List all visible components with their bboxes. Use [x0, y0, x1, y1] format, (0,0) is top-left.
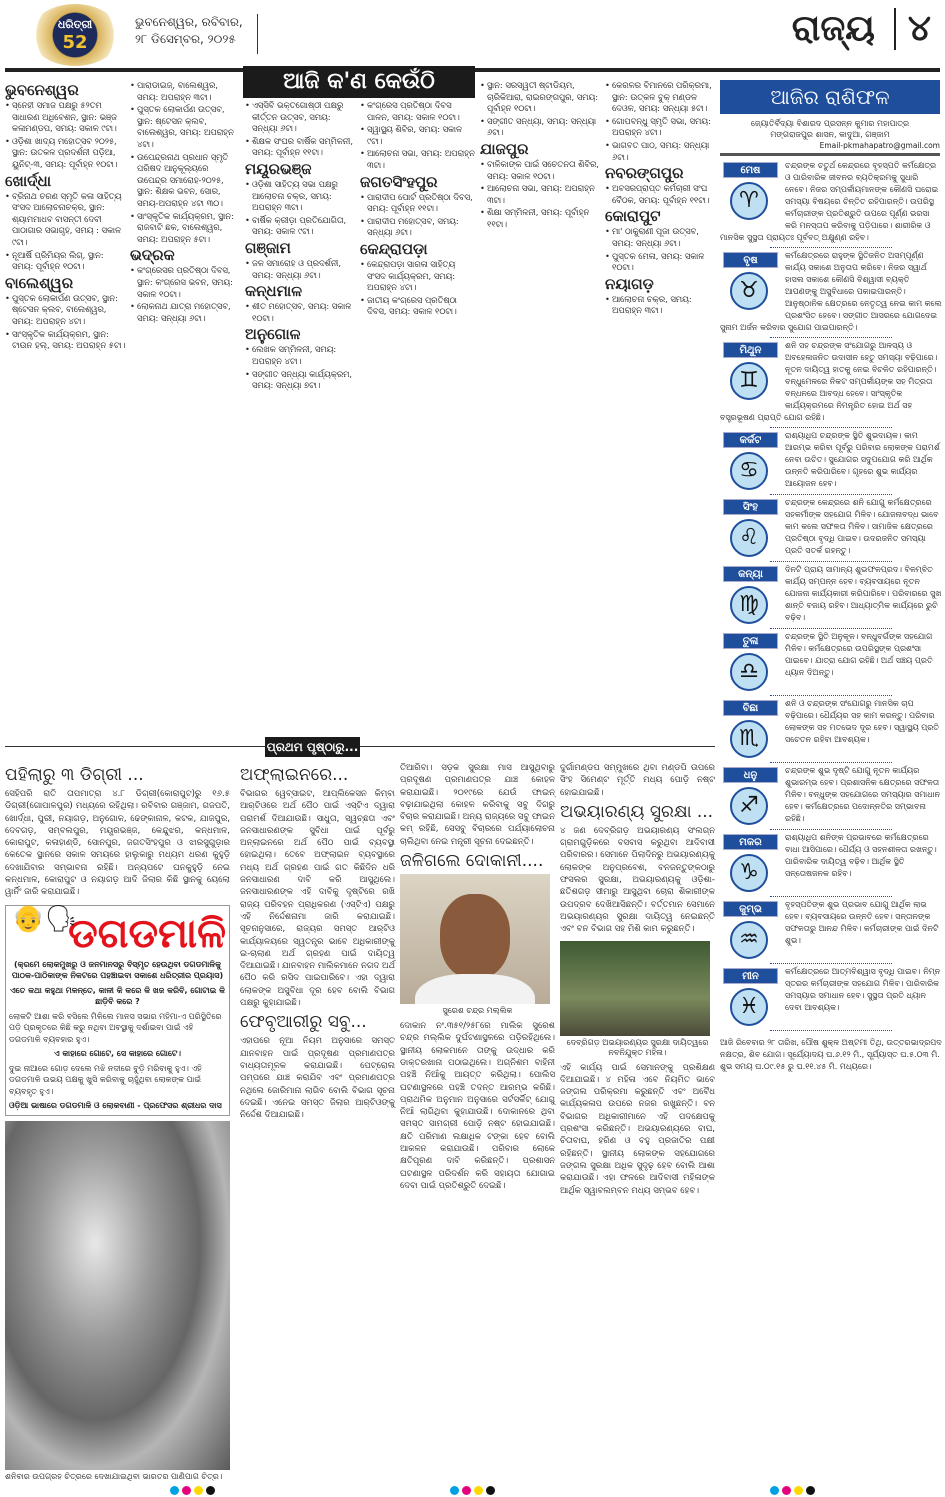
story-body: ବିଭାଗର ୱେବ୍‌ସାଇଟ, ଆପ୍ଲିକେସନ କିମ୍ବା ଆର୍‌ଟିଓରେ ଅର୍ଥ ପୈଠ ପାଇଁ ଏସ୍‌ଟିଏ ଦ୍ୱାରା ପରାମର୍ଶ ଦିଆଯାଉଛି। ସାଧୁତା, ସ୍ୱଚ୍ଛତା ଏବଂ ଜନସାଧାରଣଙ୍କ ସୁବିଧା ପାଇଁ ପୂର୍ବରୁ ଅନ୍‌ଲାଇନରେ ଅର୍ଥ ପୈଠ ପାଇଁ ବ୍ୟବସ୍ଥା ହୋଇଥିଲା। ତେବେ ଅଫ୍‌ଲାଇନ ବ୍ୟବସ୍ଥାରେ ମଧ୍ୟ ଅର୍ଥ ଗ୍ରହଣ ପାଇଁ ଗତ କିଛିଦିନ ଧରି ଜନସାଧାରଣ ଦାବି କରି ଆସୁଥିଲେ। ଜନସାଧାରଣଙ୍କ ଏହି ଦାବିକୁ ଦୃଷ୍ଟିରେ ରଖି ରାଜ୍ୟ ପରିବହନ ପ୍ରାଧିକରଣ (ଏସ୍‌ଟିଏ) ପକ୍ଷରୁ ଏହି ନିର୍ଦ୍ଦେଶନାମା ଜାରି କରାଯାଇଛି। ସୂଚନାନୁସାରେ, ରାଜ୍ୟର ସମସ୍ତ ଆର୍‌ଟିଓ କାର୍ଯ୍ୟାଳୟରେ ସ୍ୱତନ୍ତ୍ର ଭାବେ ଅଧିକାରୀଙ୍କୁ ଇ-ଚାଲାଣ ଅର୍ଥ ଗ୍ରହଣ ପାଇଁ ଦାୟିତ୍ୱ ଦିଆଯାଇଛି। ଯାନବାହନ ମାଲିକମାନେ ନଗଦ ଅର୍ଥ ପୈଠ କରି ରସିଦ ପାଇପାରିବେ। ଏହା ଦ୍ୱାରା ଲୋକଙ୍କ ଅସୁବିଧା ଦୂର ହେବ ବୋଲି ବିଭାଗ ପକ୍ଷରୁ କୁହାଯାଇଛି।	[240, 789, 395, 1009]
event-item: • ଆଲୋଚନା ଚକ୍ର, ସମୟ: ଅପରାହ୍ନ ୩ଟା।	[605, 294, 715, 317]
dagadamali-title: ଡଗଡମାଳି	[68, 910, 226, 957]
event-item: • ଗୋପବନ୍ଧୁ ସ୍ମୃତି ସଭା, ସମୟ: ଅପରାହ୍ନ ୪ଟା।	[605, 116, 715, 139]
sign-prediction: ଚନ୍ଦ୍ରଙ୍କ କେନ୍ଦ୍ରରେ ଶନି ଯୋଗୁ କର୍ମକ୍ଷେତ୍ରରେ ସହକର୍ମୀଙ୍କ ସହଯୋଗ ମିଳିବ। ଯୋଜନାବଦ୍ଧ ଭାବେ କାମ କଲେ ସଫଳତା ମିଳିବ। ସାମାଜିକ କ୍ଷେତ୍ରରେ ପ୍ରତିଷ୍ଠା ବୃଦ୍ଧି ପାଇବ। ଉଦରଜନିତ ସମସ୍ୟା ପ୍ରତି ସତର୍କ ରହନ୍ତୁ।	[785, 498, 939, 555]
dotted-divider	[770, 247, 892, 248]
district-heading: ଖୋର୍ଦ୍ଧା	[5, 171, 52, 190]
event-list	[245, 179, 355, 238]
headline: ଜଳିଗଲେ ଦୋକାନୀ....	[400, 851, 544, 872]
sign-prediction: କର୍ମକ୍ଷେତ୍ରରେ ରାହୁଙ୍କ ସ୍ଥିତିଜନିତ ଅସମ୍ପୂର୍ଣ୍ଣ କାର୍ଯ୍ୟ ସକାଶେ ଅନୁତାପ କରିବେ। ନିଜର ସ୍ୱାର୍ଥ ହାସଲ ସକାଶେ କୌଣସି ବିଶ୍ୱାସୀ ବ୍ୟକ୍ତି ଆପଣଙ୍କୁ ଅସୁବିଧାରେ ପକାଇପାରନ୍ତି। ଆନୁଷ୍ଠାନିକ କ୍ଷେତ୍ରରେ ନେତୃତ୍ୱ ନେଇ କାମ କଲେ ପ୍ରଶଂସିତ ହେବେ। ସଙ୍ଗୀତ ଆସରରେ ଯୋଗଦେଇ ସୁନାମ ଅର୍ଜନ କରିବାର ସୁଯୋଗ ପାଇପାରନ୍ତି।	[720, 251, 942, 332]
page-number: ୪	[894, 8, 931, 50]
event-list	[360, 259, 475, 318]
dotted-divider	[770, 963, 892, 964]
event-list	[5, 191, 127, 273]
registration-dot-icon	[182, 1486, 191, 1495]
district-heading: ଯାଜପୁର	[480, 139, 529, 158]
horoscope-author	[720, 118, 940, 140]
explanation: ଦୁଇ ନାଆରେ ଗୋଡ଼ ଦେଲେ ମଝି ନଦୀରେ ବୁଡ଼ି ମରିବାକୁ ହୁଏ। ଏହି ଡଗଡମାଳି ଉଭୟ ପକ୍ଷକୁ ଖୁସି କରିବାକୁ ଚାହୁଁଥିବା ଲୋକଙ୍କ ପାଇଁ ବ୍ୟବହୃତ ହୁଏ।	[9, 1063, 202, 1096]
registration-dot-icon	[486, 1486, 495, 1495]
events-column	[480, 80, 600, 232]
forest-guards-photo	[560, 941, 710, 1036]
event-list	[480, 159, 600, 231]
dateline-date: ୨୮ ଡିସେମ୍ବର, ୨୦୨୫	[135, 32, 236, 46]
event-item: • ଓଡ଼ିଶା ସାହିତ୍ୟ ସଭା ପକ୍ଷରୁ ଆଲୋଚନା ଚକ୍ର, ସମୟ: ଅପରାହ୍ନ ୩ଟା।	[245, 179, 355, 214]
photo-caption: ସୁରେଶ ଚନ୍ଦ୍ର ମଲ୍ଲିକ	[442, 1006, 513, 1016]
sign-list	[720, 160, 942, 1031]
sign-prediction: ବୃହସ୍ପତିଙ୍କ ଶୁଭ ପ୍ରଭାବ ଯୋଗୁ ଆର୍ଥିକ ଲାଭ ହେବ। ବ୍ୟବସାୟରେ ଉନ୍ନତି ହେବ। ସନ୍ତାନଙ୍କ ସଫଳତାରୁ ଆନନ୍ଦ ମିଳିବ। କର୍ମଚାରୀଙ୍କ ପାଇଁ ଦିନଟି ଶୁଭ।	[785, 900, 939, 945]
dagadamali-box	[5, 905, 230, 1116]
logo-name: ଧରିତ୍ରୀ	[57, 17, 93, 31]
story-body: ସେହିପରି ରାତି ତାପମାତ୍ରା ୪.୮ ଡିଗ୍ରୀ(କୋରାପୁଟ)ରୁ ୧୬.୫ ଡିଗ୍ରୀ(ଗୋପାଳପୁର) ମଧ୍ୟରେ ରହିଥିଲା। ରବିବାର ଗଞ୍ଜାମ, ଗଜପତି, ଖୋର୍ଦ୍ଧା, ପୁରୀ, ନୟାଗଡ଼, ଅନୁଗୋଳ, ଢେଙ୍କାନାଳ, କଟକ, ଯାଜପୁର, ଦେବଗଡ଼, ସମ୍ବଲପୁର, ମୟୂରଭଞ୍ଜ, କେନ୍ଦୁଝର, କନ୍ଧମାଳ, କୋରାପୁଟ, କଳାହାଣ୍ଡି, ସୋନପୁର, ଜଗତସିଂହପୁର ଓ ଝାରସୁଗୁଡ଼ାର କେତେକ ସ୍ଥାନରେ ସକାଳ ସମୟରେ ହାଲୁକାରୁ ମଧ୍ୟମ ଧରଣ କୁହୁଡ଼ି ଦେଖାଯିବାର ସମ୍ଭାବନା ରହିଛି। ଅନ୍ୟପଟେ ଘନକୁହୁଡ଼ି ନେଇ କନ୍ଧମାଳ, କୋରାପୁଟ ଓ ନୟାଗଡ଼ ଆଦି ଜିଲାର କିଛି ସ୍ଥାନକୁ ୟେଲୋ ୱାର୍ନିଂ ଜାରି କରାଯାଇଛି।	[5, 789, 230, 898]
event-list	[245, 258, 355, 281]
registration-dot-icon	[474, 1486, 483, 1495]
photo-caption: ଦେବ୍ରିଗଡ଼ ଅଭୟାରଣ୍ୟର ସୁରକ୍ଷା ଦାୟିତ୍ୱରେ ନବନିଯୁକ୍ତ ମହିଳା।	[566, 1037, 709, 1057]
horoscope-sign	[720, 899, 942, 964]
headline: ଅଭୟାରଣ୍ୟ ସୁରକ୍ଷା ...	[560, 801, 714, 822]
zodiac-symbol-icon: ♒	[730, 921, 768, 959]
registration-dot-icon	[194, 1486, 203, 1495]
registration-dot-icon	[782, 1486, 791, 1495]
event-item: • କେରଳର ବିମାନରେ ପରିକ୍ରମା, ସ୍ଥାନ: ଉତ୍କଳ ବୁକ୍ ମଣ୍ଡଳ ଦେଓଳ, ସମୟ: ସନ୍ଧ୍ୟା ୫ଟା।	[605, 80, 715, 115]
district-heading: ଭଦ୍ରକ	[130, 246, 175, 265]
event-item: • ଶୀତ ମହୋତ୍ସବ, ସମୟ: ସକାଳ ୧୦ଟା।	[245, 301, 355, 324]
dotted-divider	[770, 762, 892, 763]
sign-label-group	[720, 631, 782, 695]
event-item: • ସ୍ନେହୀ ସମାଜ ପକ୍ଷରୁ ୫୨ତମ ସାଧାରଣ ଅଧିବେଶନ, ସ୍ଥାନ: ଭଞ୍ଜ କଳାମଣ୍ଡପ, ସମୟ: ସକାଳ ୯ଟା।	[5, 100, 127, 135]
event-item: • ପୁସ୍ତକ ଲୋକାର୍ପଣ ଉତ୍ସବ, ସ୍ଥାନ: ଷ୍ଟେସନ କ୍ଲବ, ବାଲେଶ୍ୱର, ସମୟ: ଅପରାହ୍ନ ୪ଟା।	[5, 293, 127, 328]
dotted-divider	[770, 829, 892, 830]
horoscope-title: ଆଜିର ରାଶିଫଳ	[720, 80, 940, 114]
event-item: • ଏସ୍‌ସିବି ଭକ୍ତଗୋଷ୍ଠୀ ପକ୍ଷରୁ କୀର୍ତ୍ତନ ଉତ୍ସବ, ସମୟ: ସନ୍ଧ୍ୟା ୬ଟା।	[245, 100, 355, 135]
sign-label-group	[720, 698, 782, 762]
event-item: • ସାଂସ୍କୃତିକ କାର୍ଯ୍ୟକ୍ରମ, ସ୍ଥାନ: ଟାଉନ ହଲ୍‌, ସମୟ: ଅପରାହ୍ନ ୫ଟା।	[5, 329, 127, 352]
sign-prediction: ଦିନଟି ପ୍ରାୟ ସାମାନ୍ୟ ଶୁଭଫଳପ୍ରଦ। ବିଳମ୍ବିତ କାର୍ଯ୍ୟ ସମ୍ପନ୍ନ ହେବ। ବ୍ୟବସାୟରେ ନୂତନ ଯୋଜନା କାର୍ଯ୍ୟକାରୀ କରିପାରିବେ। ପରିବାରରେ ସୁଖ ଶାନ୍ତି ବଜାୟ ରହିବ। ଆଧ୍ୟାତ୍ମିକ କାର୍ଯ୍ୟରେ ରୁଚି ବଢ଼ିବ।	[785, 565, 942, 622]
event-list	[605, 294, 715, 317]
horoscope-sign	[720, 631, 942, 696]
event-item: • ପାରାଦୀପ ମହୋତ୍ସବ, ସମୟ: ସନ୍ଧ୍ୟା ୬ଟା।	[360, 216, 475, 239]
registration-marks	[0, 1484, 945, 1496]
dotted-divider	[770, 1030, 892, 1031]
page-section-label: ରାଜ୍ୟ	[791, 8, 875, 49]
dateline	[135, 14, 258, 54]
registration-dot-icon	[450, 1486, 459, 1495]
district-heading: କୋରାପୁଟ	[605, 207, 661, 226]
zodiac-symbol-icon: ♓	[730, 988, 768, 1026]
sign-name: ବିଛା	[723, 700, 778, 716]
registration-dot-icon	[806, 1486, 815, 1495]
explanation: ଲୋକଟି ଆଶା କରି ବସିଲେ ମିଳିଲେ ମାନସ ସଭାର ମହିମା-ଏ ପରିସ୍ଥିତିରେ ପଡ଼ି ପ୍ରକୃତରେ କିଛି କରୁ ନଥିବା ଅବସ୍ଥାକୁ ଦର୍ଶାଇବା ପାଇଁ ଏହି ଡଗଡମାଳି ବ୍ୟବହାର ହୁଏ।	[9, 1011, 222, 1044]
dotted-divider	[770, 494, 892, 495]
headline: ଅଫ୍‌ଲାଇନରେ...	[240, 765, 349, 785]
event-list	[480, 80, 600, 139]
dotted-divider	[770, 695, 892, 696]
district-heading: ନବରଙ୍ଗପୁର	[605, 164, 684, 183]
event-item: • ବାର୍ଷିକ କ୍ରୀଡ଼ା ପ୍ରତିଯୋଗିତା, ସମୟ: ସକାଳ ୯ଟା।	[245, 215, 355, 238]
story-body: ଏହି କାର୍ଯ୍ୟ ପାଇଁ ସେମାନଙ୍କୁ ପ୍ରଶିକ୍ଷଣ ଦିଆଯାଇଛି। ୪ ମହିଳା ଏବେ ନିୟମିତ ଭାବେ ଜଙ୍ଗଲ ପରିକ୍ରମା କରୁଛନ୍ତି ଏବଂ ଅବୈଧ କାର୍ଯ୍ୟକଳାପ ଉପରେ ନଜର ରଖୁଛନ୍ତି। ବନ ବିଭାଗର ଅଧିକାରୀମାନେ ଏହି ପଦକ୍ଷେପକୁ ପ୍ରଶଂସା କରିଛନ୍ତି। ଅଭୟାରଣ୍ୟରେ ବାଘ, ଚିତାବାଘ, ହରିଣ ଓ ବହୁ ପ୍ରଜାତିର ପକ୍ଷୀ ରହିଛନ୍ତି। ସ୍ଥାନୀୟ ଲୋକଙ୍କ ସହଯୋଗରେ ଜଙ୍ଗଲ ସୁରକ୍ଷା ଅଧିକ ସୁଦୃଢ଼ ହେବ ବୋଲି ଆଶା କରାଯାଉଛି। ଏହା ଫଳରେ ଆଦିବାସୀ ମହିଳାଙ୍କ ଆର୍ଥିକ ସ୍ୱାବଲମ୍ବନ ମଧ୍ୟ ସମ୍ଭବ ହେବ।	[560, 1062, 715, 1196]
event-item: • ବ୍ରିନାଥ ଚରଣ ସ୍ମୃତି କଳା ସାହିତ୍ୟ ସଂସଦ ଆଲୋଚନାଚକ୍ର, ସ୍ଥାନ: ଶ୍ୟାମମାଧବ ବାସନ୍ତୀ ଦେବୀ ପାଠାଗାର ସଭାଗୃହ, ସମୟ : ସକାଳ ୯ଟା।	[5, 191, 127, 249]
sign-prediction: ରାଶ୍ୟାଧିପ ଶନିଙ୍କ ପ୍ରଭାବରେ କର୍ମକ୍ଷେତ୍ରରେ ବାଧା ଆସିପାରେ। ଧୈର୍ଯ୍ୟ ଓ ସହନଶୀଳତା ରଖନ୍ତୁ। ପାରିବାରିକ ଦାୟିତ୍ୱ ବଢ଼ିବ। ଆର୍ଥିକ ସ୍ଥିତି ସନ୍ତୋଷଜନକ ରହିବ।	[785, 833, 937, 878]
sign-label-group	[720, 832, 782, 896]
shopkeeper-photo	[400, 874, 550, 1004]
horoscope-sign	[720, 497, 942, 562]
credit: ଓଡ଼ିଆ ଭାଷାରେ ଡଗଡମାଳି ଓ ଲୋକବାଣୀ - ପ୍ରଫେସର ଶ୍ରୀଧର ଦାସ	[9, 1101, 222, 1111]
horoscope-sign	[720, 340, 942, 428]
horoscope-sign	[720, 564, 942, 629]
horoscope-sign	[720, 698, 942, 763]
zodiac-symbol-icon: ♏	[730, 720, 768, 758]
dotted-divider	[770, 337, 892, 338]
event-item: • ଓଡ଼ିଶା ଖାଦ୍ୟ ମହୋତ୍ସବ ୨୦୨୫, ସ୍ଥାନ: ଉତକଳ ପ୍ରଦର୍ଶନୀ ପଡ଼ିଆ, ୟୁନିଟ୍‌-୩, ସମୟ: ପୂର୍ବାହ୍ନ ୧୦ଟା।	[5, 136, 127, 171]
district-heading: ଭୁବନେଶ୍ୱର	[5, 81, 79, 99]
event-list	[360, 100, 475, 172]
district-heading: ନୟାଗଡ଼	[605, 274, 654, 293]
dotted-divider	[770, 427, 892, 428]
event-item: • ପାରାଡାଇଜ୍‌, ବାଲେଶ୍ୱର, ସମୟ: ଅପରାହ୍ନ ୩ଟା।	[130, 80, 240, 103]
sign-name: କର୍କଟ	[723, 432, 778, 448]
registration-dot-icon	[462, 1486, 471, 1495]
story-body: ଏହାପରେ ନୂଆ ନିୟମ ଅନୁସାରେ ସମସ୍ତ ଯାନବାହନ ପାଇଁ ପ୍ରଦୂଷଣ ପ୍ରମାଣପତ୍ର ବାଧ୍ୟତାମୂଳକ କରାଯାଇଛି। ପେଟ୍ରୋଲ ପମ୍ପରେ ଯାଞ୍ଚ କରାଯିବ ଏବଂ ପ୍ରମାଣପତ୍ର ନଥିଲେ ଜୋରିମାନା ଲାଗିବ ବୋଲି ବିଭାଗ ସୂଚନା ଦେଇଛି। ଏନେଇ ସମସ୍ତ ଜିଲାର ଆର୍‌ଟିଓଙ୍କୁ ନିର୍ଦ୍ଦେଶ ଦିଆଯାଇଛି।	[240, 1036, 395, 1121]
event-item: • ଅବସରପ୍ରାପ୍ତ କର୍ମଚାରୀ ସଂଘ ବୈଠକ, ସମୟ: ପୂର୍ବାହ୍ନ ୧୧ଟା।	[605, 183, 715, 206]
events-section-title: ଆଜି କ'ଣ କେଉଁଠି	[243, 66, 475, 98]
sign-prediction: ଚନ୍ଦ୍ରଙ୍କ ଶୁଭ ଦୃଷ୍ଟି ଯୋଗୁ ନୂତନ କାର୍ଯ୍ୟର ଶୁଭାରମ୍ଭ ହେବ। ପ୍ରଶାସନିକ କ୍ଷେତ୍ରରେ ସଫଳତା ମିଳିବ। ବନ୍ଧୁଙ୍କ ସହଯୋଗରେ ସମସ୍ୟାର ସମାଧାନ ହେବ। କର୍ମକ୍ଷେତ୍ରରେ ପଦୋନ୍ନତିର ସମ୍ଭାବନା ରହିଛି।	[785, 766, 940, 823]
event-item: • ଆଲୋଚନା ସଭା, ସମୟ: ଅପରାହ୍ନ ୩ଟା।	[480, 183, 600, 206]
event-list	[245, 301, 355, 324]
event-item: • ଭାଗବତ ପାଠ, ସମୟ: ସନ୍ଧ୍ୟା ୬ଟା।	[605, 140, 715, 163]
sign-label-group	[720, 564, 782, 628]
event-item: • ପୁସ୍ତକ ଲୋକାର୍ପଣ ଉତ୍ସବ, ସ୍ଥାନ: ଷ୍ଟେସନ କ୍ଲବ, ବାଲେଶ୍ୱର, ସମୟ: ଅପରାହ୍ନ ୪ଟା।	[130, 104, 240, 150]
event-item: • ଆଲୋଚନା ସଭା, ସମୟ: ଅପରାହ୍ନ ୩ଟା।	[360, 148, 475, 171]
sign-prediction: ରାଶ୍ୟାଧିପ ଚନ୍ଦ୍ରଙ୍କ ସ୍ଥିତି ଶୁଭଦାୟକ। କାମ ଆରମ୍ଭ କରିବା ପୂର୍ବରୁ ପରିବାର ଲୋକଙ୍କ ପରାମର୍ଶ ନେବା ଉଚିତ। ସୁଯୋଗର ସଦୁପଯୋଗ କରି ଆର୍ଥିକ ଉନ୍ନତି କରିପାରିବେ। ଗୃହରେ ଶୁଭ କାର୍ଯ୍ୟର ଆୟୋଜନ ହେବ।	[785, 431, 940, 488]
event-list	[245, 100, 355, 159]
event-item: • ସ୍ୱାସ୍ଥ୍ୟ ଶିବିର, ସମୟ: ସକାଳ ୯ଟା।	[360, 124, 475, 147]
event-list	[605, 183, 715, 206]
zodiac-symbol-icon: ♐	[730, 787, 768, 825]
zodiac-symbol-icon: ♉	[730, 272, 768, 310]
event-item: • ସାଂସ୍କୃତିକ କାର୍ଯ୍ୟକ୍ରମ, ସ୍ଥାନ: ରାଜବାଟି ଛକ, ବାଲେଶ୍ୱର, ସମୟ: ଅପରାହ୍ନ ୫ଟା।	[130, 211, 240, 246]
sign-label-group	[720, 497, 782, 561]
event-item: • ଲେଖକ ସମ୍ମିଳନୀ, ସମୟ: ଅପରାହ୍ନ ୪ଟା।	[245, 344, 355, 367]
sign-name: ମିଥୁନ	[723, 342, 778, 358]
story-sanctuary	[560, 762, 715, 1197]
zodiac-symbol-icon: ♈	[730, 182, 768, 220]
horoscope-sign	[720, 250, 942, 338]
dateline-place-day: ଭୁବନେଶ୍ୱର, ରବିବାର,	[135, 15, 243, 29]
event-item: • ଲୋକନାଥ ଯାତ୍ରା ମହୋତ୍ସବ, ସମୟ: ସନ୍ଧ୍ୟା ୬ଟା।	[130, 301, 240, 324]
dotted-divider	[770, 561, 892, 562]
event-list	[5, 100, 127, 171]
sign-label-group	[720, 430, 782, 494]
horoscope-signs	[720, 160, 942, 1073]
event-item: • ଶିକ୍ଷା ସମ୍ମିଳନୀ, ସମୟ: ପୂର୍ବାହ୍ନ ୧୧ଟା।	[480, 207, 600, 230]
registration-dot-icon	[206, 1486, 215, 1495]
district-heading: କନ୍ଧମାଳ	[245, 282, 303, 301]
author-name: ଜ୍ୟୋତିର୍ବିଦ୍ୟା ବିଶାରଦ ପ୍ରସନ୍ନ କୁମାର ମହାପାତ୍ର	[750, 119, 910, 128]
event-item: • ସ୍ଥାନ: ସରସ୍ୱତୀ ଷ୍ଟାଡିୟମ, ଚାରିକିଆରା, ରାଇରଙ୍ଗପୁର, ସମୟ: ପୂର୍ବାହ୍ନ ୧୦ଟା।	[480, 80, 600, 115]
event-item: • ଶିକ୍ଷକ ସଂଘର ବାର୍ଷିକ ସମ୍ମିଳନୀ, ସମୟ: ପୂର୍ବାହ୍ନ ୧୧ଟା।	[245, 136, 355, 159]
headline: ପହିଲାରୁ ୩ ଡିଗ୍ରୀ ...	[5, 765, 144, 785]
event-item: • ଜାତୀୟ କଂଗ୍ରେସ ପ୍ରତିଷ୍ଠା ଦିବସ, ସମୟ: ସକାଳ ୧୦ଟା।	[360, 295, 475, 318]
author-address: ମଙ୍ଗରାଜପୁର ଶାସନ, କାଦୁଆ, ଗଞ୍ଜାମ	[770, 130, 890, 139]
story-body: ୪ ଜଣ ଦେବ୍ରିଗଡ଼ ଅଭୟାରଣ୍ୟ ସଂଲଗ୍ନ ଗ୍ରାମଗୁଡ଼ିକରେ ବସବାସ କରୁଥିବା ଆଦିବାସୀ ପରିବାରର। ସେମାନେ ପିଲାଦିନରୁ ଅଭୟାରଣ୍ୟକୁ ଲୋକଙ୍କ ଅନୁପ୍ରବେଶ, ବନଜନ୍ତୁଙ୍କଠାରୁ ଫସଲର ସୁରକ୍ଷା, ଅଭୟାରଣ୍ୟକୁ ଓଡ଼ିଶା-ଛତିଶଗଡ଼ ସୀମାରୁ ଆସୁଥିବା ଚୋରା ଶିକାରୀଙ୍କ ଉପଦ୍ରବ ଦେଖିଆସିଛନ୍ତି। ବର୍ତ୍ତମାନ ସେମାନେ ଅଭୟାରଣ୍ୟର ସୁରକ୍ଷା ଦାୟିତ୍ୱ ନେଇଛନ୍ତି ଏବଂ ବନ ବିଭାଗ ସହ ମିଶି କାମ କରୁଛନ୍ତି।	[560, 825, 715, 935]
event-list	[5, 293, 127, 352]
sign-prediction: କର୍ମକ୍ଷେତ୍ରରେ ଆତ୍ମବିଶ୍ୱାସ ବୃଦ୍ଧି ପାଇବ। ନିମ୍ନ ସ୍ତରର କର୍ମଚାରୀଙ୍କ ସହଯୋଗ ମିଳିବ। ପାରିବାରିକ ସମସ୍ୟାର ସମାଧାନ ହେବ। ସୁସ୍ଥତା ପ୍ରତି ଧ୍ୟାନ ଦେବା ଆବଶ୍ୟକ।	[785, 967, 941, 1012]
events-column	[130, 80, 240, 325]
sign-label-group	[720, 966, 782, 1030]
zodiac-symbol-icon: ♎	[730, 653, 768, 691]
story-body: ଦୋକାନ ନଂ.୩୫୧/୨୫୮ରେ ମାଲିକ ସୁରେଶ ଚନ୍ଦ୍ର ମଲ୍ଲିକ ଦୁର୍ଘଟଣାସ୍ଥଳରେ ପଡ଼ିରହିଥିଲେ। ସ୍ଥାନୀୟ ଲୋକମାନେ ତାଙ୍କୁ ଉଦ୍ଧାର କରି ଡାକ୍ତରଖାନା ପଠାଇଥିଲେ। ଅଗ୍ନିଶମ ବାହିନୀ ପହଞ୍ଚି ନିଆଁକୁ ଆୟତ୍ତ କରିଥିଲା। ପୋଲିସ ଘଟଣାସ୍ଥଳରେ ପହଞ୍ଚି ତଦନ୍ତ ଆରମ୍ଭ କରିଛି। ପ୍ରାଥମିକ ଅନୁମାନ ଅନୁସାରେ ସର୍ଟସର୍କିଟ୍ ଯୋଗୁ ନିଆଁ ଲାଗିଥିବା କୁହାଯାଉଛି। ଦୋକାନରେ ଥିବା ସମସ୍ତ ସାମଗ୍ରୀ ପୋଡ଼ି ନଷ୍ଟ ହୋଇଯାଇଛି। କ୍ଷତି ପରିମାଣ ଲକ୍ଷାଧିକ ଟଙ୍କା ହେବ ବୋଲି ଆକଳନ କରାଯାଉଛି। ପରିବାର ଲୋକେ କ୍ଷତିପୂରଣ ଦାବି କରିଛନ୍ତି। ପ୍ରଶାସନ ଘଟଣାସ୍ଥଳ ପରିଦର୍ଶନ କରି ସହାୟତା ଯୋଗାଇ ଦେବା ପାଇଁ ପ୍ରତିଶ୍ରୁତି ଦେଇଛି।	[400, 1021, 555, 1191]
district-heading: ଜଗତସିଂହପୁର	[360, 172, 438, 191]
zodiac-symbol-icon: ♌	[730, 519, 768, 557]
registration-dot-icon	[794, 1486, 803, 1495]
sign-prediction: ଚନ୍ଦ୍ରଙ୍କ ଚତୁର୍ଥ କେନ୍ଦ୍ରରେ ବୃହସ୍ପତି କର୍ମକ୍ଷେତ୍ର ଓ ପାରିବାରିକ ଜୀବନର ବ୍ୟତିକ୍ରମକୁ ସୁଧାରି ନେବେ। ନିଜର ସମ୍ପର୍କୀୟମାନଙ୍କ କୌଣସି ଘରୋଇ ସମସ୍ୟା ବିଷୟରେ ଚିନ୍ତିତ ରହିପାରନ୍ତି। ଉପରିସ୍ଥ କର୍ମଚାରୀଙ୍କ ପ୍ରତିଶ୍ରୁତି ଉପରେ ପୂର୍ଣ୍ଣ ଭରସା କରି ମନସ୍ତାପ କରିବାକୁ ପଡ଼ିପାରେ। ଶାରୀରିକ ଓ ମାନସିକ ସୁସ୍ଥତା ପ୍ରାୟତଃ ପୂର୍ବବତ୍‌ ଅକ୍ଷୁଣ୍ଣ ରହିବ।	[720, 161, 939, 242]
district-heading: ଗଞ୍ଜାମ	[245, 238, 291, 257]
sign-label-group	[720, 899, 782, 963]
events-column	[245, 100, 355, 393]
satellite-weather-image	[5, 1121, 230, 1470]
event-item: • ନୂଆର୍ଷି ପ୍ରିମିୟର ଲିଗ୍‌, ସ୍ଥାନ: ସମୟ: ପୂର୍ବାହ୍ନ ୧୦ଟା।	[5, 250, 127, 273]
story-temperature	[5, 762, 230, 899]
event-item: • ପୁସ୍ତକ ମେଳା, ସମୟ: ସକାଳ ୧୦ଟା।	[605, 251, 715, 274]
horoscope-sign	[720, 966, 942, 1031]
newspaper-logo	[30, 4, 120, 66]
event-item: • ସଙ୍ଗୀତ ସନ୍ଧ୍ୟା କାର୍ଯ୍ୟକ୍ରମ, ସମୟ: ସନ୍ଧ୍ୟା ୭ଟା।	[245, 369, 355, 392]
district-heading: ଅନୁଗୋଳ	[245, 325, 301, 344]
event-item: • ମା' ଠାକୁରାଣୀ ପୂଜା ଉତ୍ସବ, ସମୟ: ସନ୍ଧ୍ୟା ୬ଟା।	[605, 226, 715, 249]
sign-name: ମେଷ	[723, 162, 778, 178]
event-list	[130, 265, 240, 324]
left-column	[5, 762, 230, 1482]
dotted-divider	[770, 628, 892, 629]
event-item: • ଉପେନ୍ଦ୍ରନାଥ ପ୍ରଧାନ ସ୍ମୃତି ପରିଷଦ ଆନୁକୂଲ୍ୟରେ ଉପେନ୍ଦ୍ର ସମାରୋହ-୨୦୨୫, ସ୍ଥାନ: ଶିକ୍ଷକ ଭବନ, ସୋର, ସମୟ-ଅପରାହ୍ନ ୪ଟା ୩୦।	[130, 152, 240, 210]
sign-label-group	[720, 340, 782, 404]
event-item: • କଂଗ୍ରେସ ପ୍ରତିଷ୍ଠା ଦିବସ ପାଳନ, ସମୟ: ସକାଳ ୧୦ଟା।	[360, 100, 475, 123]
events-column	[605, 80, 715, 318]
event-item: • କେନ୍ଦ୍ରାପଡ଼ା ସାରଳା ସାହିତ୍ୟ ସଂସଦ କାର୍ଯ୍ୟକ୍ରମ, ସମୟ: ଅପରାହ୍ନ ୪ଟା।	[360, 259, 475, 294]
zodiac-symbol-icon: ♑	[730, 854, 768, 892]
event-item: • କଂଗ୍ରେସର ପ୍ରତିଷ୍ଠା ଦିବସ, ସ୍ଥାନ: କଂଗ୍ରେସ ଭବନ, ସମୟ: ସକାଳ ୧୦ଟା।	[130, 265, 240, 300]
district-heading: ବାଲେଶ୍ୱର	[5, 273, 74, 292]
event-item: • ସଙ୍ଗୀତ ସନ୍ଧ୍ୟା, ସମୟ: ସନ୍ଧ୍ୟା ୬ଟା।	[480, 116, 600, 139]
story-offline	[240, 762, 395, 1121]
registration-dot-icon	[170, 1486, 179, 1495]
author-email: Email-pkmahapatro@gmail.com	[819, 141, 940, 150]
sign-prediction: ଶନି ସହ ଚନ୍ଦ୍ରଙ୍କ ସଂଯୋଗରୁ ଆଳସ୍ୟ ଓ ଅବହେଳାଜନିତ ଉଦାସୀନ ହେତୁ ସମସ୍ୟା ବଢ଼ିପାରେ। ନୂତନ ଦାୟିତ୍ୱ ହାତକୁ ନେଇ ବିଚଳିତ ରହିପାରନ୍ତି। ବନ୍ଧୁମେଳରେ ନିକଟ ସମ୍ପର୍କୀୟଙ୍କ ସହ ମିତ୍ରତା ବନ୍ଧନରେ ଆବଦ୍ଧ ହେବେ। ସାଂସ୍କୃତିକ କାର୍ଯ୍ୟକ୍ରମରେ ନିମନ୍ତ୍ରିତ ହୋଇ ଅର୍ଥ ସହ ବସ୍ତ୍ରଭୂଷଣ ପ୍ରାପ୍ତି ଯୋଗ ରହିଛି।	[720, 341, 938, 422]
verse: ଏ କାହାରେ ଗୋଟେ, ସେ କାହାରେ ଗୋଟେ।	[53, 1049, 182, 1059]
event-item: • ପାରାଦୀପ ପୋର୍ଟ ପ୍ରତିଷ୍ଠା ଦିବସ, ସମୟ: ପୂର୍ବାହ୍ନ ୧୧ଟା।	[360, 192, 475, 215]
event-list	[130, 80, 240, 245]
zodiac-symbol-icon: ♋	[730, 452, 768, 490]
sign-name: କୁମ୍ଭ	[723, 901, 778, 917]
district-heading: ମୟୂରଭଞ୍ଜ	[245, 159, 312, 178]
event-list	[605, 226, 715, 273]
sign-name: ମକର	[723, 834, 778, 850]
sign-name: ସିଂହ	[723, 499, 778, 515]
dotted-divider	[770, 896, 892, 897]
event-list	[245, 344, 355, 391]
divider	[720, 153, 940, 156]
sign-name: କନ୍ୟା	[723, 566, 778, 582]
story-body: ଦୁର୍ଗାମଣ୍ଡପ ସମ୍ମୁଖରେ ଥିବା ମଣ୍ଡପି ଉପରେ ସିଂହ ସିମେଣ୍ଟ ମୂର୍ତ୍ତି ମଧ୍ୟ ପୋଡ଼ି ନଷ୍ଟ ହୋଇଯାଇଛି।	[560, 763, 715, 798]
verse: ଏତେ କଥା କହୁଥା ମଳନ୍ତେ, କାଳୀ କି କରେ କି ଖଜ କରିବି, ଗୋଟାଇ କି ଛାଡ଼ିବି କରେ ?	[9, 985, 226, 1007]
horoscope-sign	[720, 765, 942, 830]
story-shop-fire	[400, 762, 555, 1192]
district-heading: କେନ୍ଦ୍ରାପଡ଼ା	[360, 239, 428, 258]
event-item: • ବାଳିକାଙ୍କ ପାଇଁ ସଚେତନତା ଶିବିର, ସମୟ: ସକାଳ ୧୦ଟା।	[480, 159, 600, 182]
continued-from-front-page-banner: ପ୍ରଥମ ପୃଷ୍ଠାରୁ...	[265, 737, 360, 757]
sign-label-group	[720, 250, 782, 314]
event-list	[360, 192, 475, 239]
event-item: • ଜଳ ସମାରୋହ ଓ ପ୍ରଦର୍ଶନୀ, ସମୟ: ସନ୍ଧ୍ୟା ୬ଟା।	[245, 258, 355, 281]
sign-label-group	[720, 160, 782, 224]
zodiac-symbol-icon: ♍	[730, 586, 768, 624]
sign-prediction: ଶନି ଓ ଚନ୍ଦ୍ରଙ୍କ ସଂଯୋଗରୁ ମାନସିକ ଚାପ ବଢ଼ିପାରେ। ଧୈର୍ଯ୍ୟର ସହ କାମ କରନ୍ତୁ। ପରିବାର ଲୋକଙ୍କ ସହ ମତଭେଦ ଦୂର ହେବ। ସ୍ୱାସ୍ଥ୍ୟ ପ୍ରତି ସଚେତନ ରହିବା ଆବଶ୍ୟକ।	[785, 699, 940, 744]
events-column	[5, 80, 127, 353]
zodiac-symbol-icon: ♊	[730, 362, 768, 400]
registration-dot-icon	[770, 1486, 779, 1495]
horoscope-sign	[720, 832, 942, 897]
sign-name: ଧନୁ	[723, 767, 778, 783]
panjika-note: ଆଜି ରିବେବାର ୨୮ ତାରିଖ, ପୌଷ ଶୁକ୍ଳ ଅଷ୍ଟମୀ ତିଥି, ଉତ୍ତରଭାଦ୍ରପଦ ନକ୍ଷତ୍ର, ଶିବ ଯୋଗ। ସୂର୍ଯ୍ୟୋଦୟ ଘ.୬.୧୨ ମି., ସୂର୍ଯ୍ୟାସ୍ତ ଘ.୫.୦୩ ମି. ଶୁଭ ସମୟ ଘ.୦୯.୧୫ ରୁ ଘ.୧୧.୪୫ ମି. ମଧ୍ୟରେ।	[720, 1038, 942, 1071]
events-column	[360, 100, 475, 319]
sign-prediction: ଚନ୍ଦ୍ରଙ୍କ ସ୍ଥିତି ଅନୁକୂଳ। ବନ୍ଧୁବର୍ଗଙ୍କ ସହଯୋଗ ମିଳିବ। କର୍ମକ୍ଷେତ୍ରରେ ଉପରିସ୍ଥଙ୍କ ପ୍ରଶଂସା ପାଇବେ। ଯାତ୍ରା ଯୋଗ ରହିଛି। ଅର୍ଥ ସଞ୍ଚୟ ପ୍ରତି ଧ୍ୟାନ ଦିଅନ୍ତୁ।	[785, 632, 933, 677]
sign-name: ମୀନ	[723, 968, 778, 984]
headline: ଫେବୃଆରୀରୁ ସବୁ...	[240, 1012, 367, 1033]
horoscope-sign	[720, 160, 942, 248]
sign-name: ବୃଷ	[723, 252, 778, 268]
event-list	[605, 80, 715, 163]
divider	[5, 746, 715, 747]
story-body: ତିଆରିବା। ସଡ଼କ ସୁରକ୍ଷା ମାସ ଆସୁଥିବାରୁ ପ୍ରଦୂଷଣ ପ୍ରମାଣପତ୍ର ଯାଞ୍ଚ କୋହଳ କରାଯାଇଛି। ୨୦୧୯ରେ ଯେଉଁ ଫାଇନ୍ ବଢ଼ାଯାଇଥିଲା କୋହଳ କରିବାକୁ ସବୁ ଦିଗରୁ ବିଚାର କରାଯାଇଛି। ଅନ୍ୟ ରାଜ୍ୟରେ ସବୁ ଫାଇନ କମ୍ ରହିଛି, ସେସବୁ ବିଚାରରେ ପର୍ଯ୍ୟାଲୋଚନା ଚାଲିଥିବା ନେଇ ମନ୍ତ୍ରୀ ସୂଚନା ଦେଇଛନ୍ତି।	[400, 763, 555, 847]
logo-years: 52	[62, 31, 88, 53]
image-caption: ଶନିବାର ଉପଗ୍ରହ ଚିତ୍ରରେ ଦେଖାଯାଇଥିବା ଭାରତର ପାଣିପାଗ ଚିତ୍ର।	[5, 1472, 223, 1481]
dagadamali-subtitle: (କ୍ରମେ ଲୋକମୁଖରୁ ଓ ଜନମାନସରୁ ବିସ୍ମୃତ ହେଉଥିବା ଡଗଡମାଳିକୁ ପାଠକ-ପାଠିକାଙ୍କ ନିକଟରେ ପହଞ୍ଚାଇବା ସକାଶେ ଧରିତ୍ରୀର ପ୍ରୟାସ)	[11, 959, 224, 981]
sign-name: ତୁଳା	[723, 633, 778, 649]
sign-label-group	[720, 765, 782, 829]
cartoon-faces-icon: 👴🗣	[12, 903, 78, 934]
horoscope-sign	[720, 430, 942, 495]
